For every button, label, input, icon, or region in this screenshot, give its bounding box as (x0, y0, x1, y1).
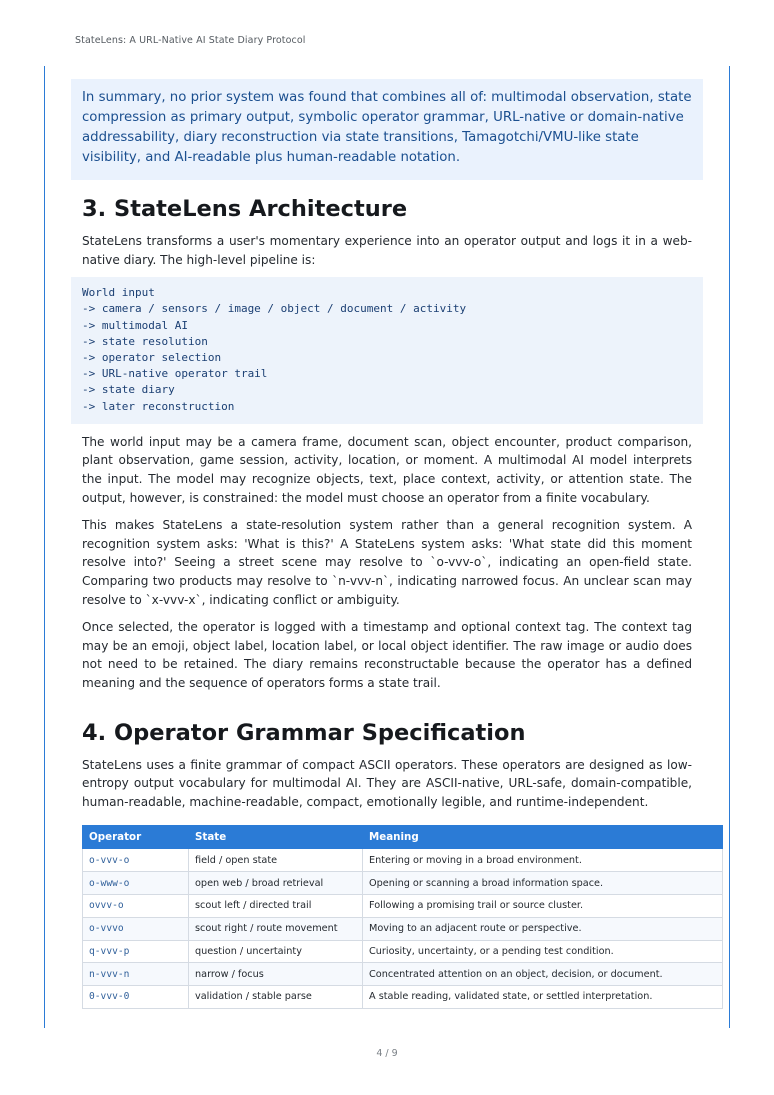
right-margin-rule (729, 66, 730, 1028)
section-4-intro: StateLens uses a finite grammar of compact ASCII operators. These operators are designed as low-entropy output vocabulary for multimodal AI. They are ASCII-native, URL-safe, domain-compatible, human-readable, machine-readable, compact, emotionally legible, and runtime-independent. (82, 757, 692, 809)
meaning-cell: Curiosity, uncertainty, or a pending test condition. (363, 940, 723, 963)
table-row (83, 940, 723, 963)
meaning-cell: Following a promising trail or source cluster. (363, 894, 723, 917)
table-row (83, 872, 723, 895)
table-row (83, 963, 723, 986)
section-3-heading: 3. StateLens Architecture (82, 196, 408, 222)
state-cell: field / open state (189, 849, 363, 872)
summary-callout: In summary, no prior system was found that combines all of: multimodal observation, state compression as primary output, symbolic operator grammar, URL-native or domain-native addressability, diary reconstruction via state transitions, Tamagotchi/VMU-like state visibility, and AI-readable plus human-readable notation. (71, 79, 703, 180)
operator-table (82, 825, 723, 1009)
table-row (83, 849, 723, 872)
pipeline-code-block (71, 277, 703, 424)
state-cell: narrow / focus (189, 963, 363, 986)
state-cell: open web / broad retrieval (189, 872, 363, 895)
meaning-cell: Concentrated attention on an object, decision, or document. (363, 963, 723, 986)
section-3-paragraph-3: Once selected, the operator is logged with a timestamp and optional context tag. The context tag may be an emoji, object label, location label, or local object identifier. The raw image or audio does not need to be retained. The diary remains reconstructable because the operator has a defined meaning and the sequence of operators forms a state trail. (82, 620, 692, 690)
operator-cell: o-vvv-o (83, 849, 189, 872)
column-header-operator: Operator (83, 826, 189, 849)
pipeline-line: -> URL-native operator trail (82, 367, 268, 381)
operator-cell: o-www-o (83, 872, 189, 895)
column-header-meaning: Meaning (363, 826, 723, 849)
operator-cell: n-vvv-n (83, 963, 189, 986)
state-cell: scout left / directed trail (189, 894, 363, 917)
operator-cell: ovvv-o (83, 894, 189, 917)
state-cell: validation / stable parse (189, 986, 363, 1009)
section-3-paragraph-2: This makes StateLens a state-resolution system rather than a general recognition system. A recognition system asks: 'What is this?' A StateLens system asks: 'What state did this moment resolve into?' Seeing a street scene may resolve to `o-vvv-o`, indicating an open-field state. Comparing two products may resolve to `n-vvv-n`, indicating narrowed focus. An unclear scan may resolve to `x-vvv-x`, indicating conflict or ambiguity. (82, 518, 692, 607)
table-row (83, 986, 723, 1009)
page-number: 4 / 9 (376, 1048, 398, 1059)
running-header: StateLens: A URL-Native AI State Diary Protocol (75, 35, 306, 46)
meaning-cell: Opening or scanning a broad information space. (363, 872, 723, 895)
section-4-heading: 4. Operator Grammar Specification (82, 719, 526, 746)
pipeline-line: -> camera / sensors / image / object / document / activity (82, 302, 467, 316)
state-cell: scout right / route movement (189, 917, 363, 940)
meaning-cell: A stable reading, validated state, or settled interpretation. (363, 986, 723, 1009)
section-3-paragraph-1: The world input may be a camera frame, document scan, object encounter, product comparison, plant observation, game session, activity, location, or moment. A multimodal AI model interprets the input. The model may recognize objects, text, place context, activity, or attention state. The output, however, is constrained: the model must choose an operator from a finite vocabulary. (82, 434, 692, 505)
pipeline-line: -> multimodal AI (82, 318, 188, 332)
state-cell: question / uncertainty (189, 940, 363, 963)
pipeline-line: -> state diary (82, 383, 175, 397)
table-row (83, 894, 723, 917)
section-3-intro: StateLens transforms a user's momentary experience into an operator output and logs it in a web-native diary. The high-level pipeline is: (82, 234, 692, 267)
left-margin-rule (44, 66, 45, 1028)
meaning-cell: Moving to an adjacent route or perspective. (363, 917, 723, 940)
pipeline-line: World input (82, 286, 155, 300)
pipeline-line: -> operator selection (82, 351, 222, 364)
operator-cell: o-vvvo (83, 917, 189, 940)
page-content (71, 79, 703, 1009)
pipeline-line: -> later reconstruction (82, 399, 235, 413)
pipeline-line: -> state resolution (82, 334, 208, 348)
column-header-state: State (189, 826, 363, 849)
meaning-cell: Entering or moving in a broad environment. (363, 849, 723, 872)
operator-cell: q-vvv-p (83, 940, 189, 963)
table-header-row (83, 826, 723, 849)
table-row (83, 917, 723, 940)
operator-cell: 0-vvv-0 (83, 986, 189, 1009)
